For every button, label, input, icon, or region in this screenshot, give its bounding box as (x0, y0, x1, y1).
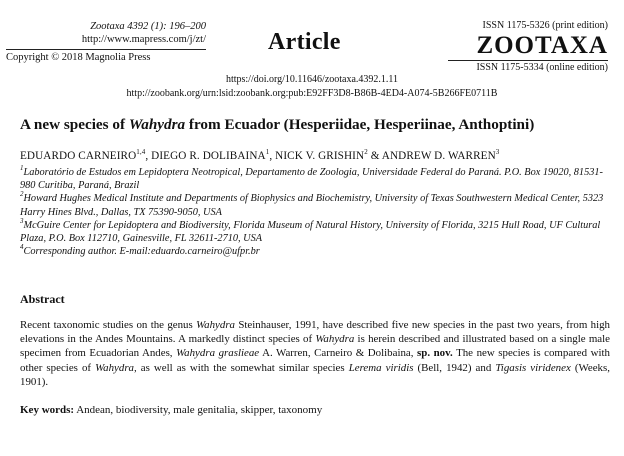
abstract-taxon: Tigasis viridenex (495, 361, 571, 374)
affiliation-number: 2 (20, 190, 24, 199)
abstract-text: A. Warren, Carneiro & Dolibaina, (259, 347, 418, 360)
abstract-text: Recent taxonomic studies on the genus (20, 319, 197, 331)
issn-online: ISSN 1175-5334 (online edition) (476, 62, 608, 73)
affiliation-item (20, 216, 612, 245)
doi-link[interactable]: https://doi.org/10.11646/zootaxa.4392.1.11 (225, 74, 399, 85)
author-separator: , (269, 150, 276, 162)
journal-header-right (448, 20, 608, 74)
logo-divider (448, 60, 608, 61)
journal-url[interactable]: http://www.mapress.com/j/zt/ (81, 34, 206, 45)
abstract-taxon: Wahydra (196, 319, 236, 331)
affiliation-text: Howard Hughes Medical Institute and Departments of Biophysics and Biochemistry, University of Texas Southwestern Medical Center, 5323 Harry Hines Blvd., Dallas, TX 75390-9050, USA (20, 193, 604, 218)
abstract-taxon: Wahydra graslieae (176, 347, 260, 360)
abstract-text: as well as with the somewhat similar species (136, 361, 349, 374)
affiliations (20, 166, 612, 258)
abstract-taxon: Wahydra, (95, 361, 137, 374)
author-affiliation-mark: 3 (495, 148, 500, 156)
title-genus: Wahydra (128, 116, 186, 133)
author-name: NICK V. GRISHIN (275, 150, 365, 162)
author-affiliation-mark: 2 (364, 148, 368, 156)
title-prefix: A new species of (20, 116, 129, 133)
author-affiliation-mark: 1,4 (136, 148, 146, 156)
abstract-text: is herein described and illustrated based on a single male specimen from Ecuadorian Andes, (20, 333, 610, 360)
header-divider (6, 49, 206, 50)
paper-title (20, 116, 610, 134)
affiliation-item (20, 166, 612, 192)
author-name: ANDREW D. WARREN (381, 150, 496, 162)
doi-block (0, 73, 624, 101)
affiliation-number: 3 (20, 216, 24, 225)
affiliation-item (20, 192, 612, 218)
abstract-heading: Abstract (20, 292, 65, 306)
author-affiliation-mark: 1 (265, 148, 270, 156)
abstract-text: (Weeks, 1901). (20, 361, 610, 388)
keywords (20, 404, 610, 416)
abstract-new-species-mark: sp. nov. (417, 347, 453, 360)
affiliation-text: Laboratório de Estudos em Lepidoptera Neotropical, Departamento de Zoologia, Universidade Federal do Paraná. P.O. Box 19020, 81531-980 Curitiba, Paraná, Brazil (20, 167, 603, 192)
title-suffix: from Ecuador (Hesperiidae, Hesperiinae, Anthoptini) (185, 116, 535, 133)
journal-reference: Zootaxa 4392 (1): 196–200 (90, 21, 206, 32)
abstract-text: The new species is compared with other species of (20, 347, 610, 374)
author-name: DIEGO R. DOLIBAINA (151, 150, 266, 162)
keywords-list: Andean, biodiversity, male genitalia, skipper, taxonomy (74, 404, 323, 416)
zoobank-link[interactable]: http://zoobank.org/urn:lsid:zoobank.org:pub:E92FF3D8-B86B-4ED4-A074-5B266FE0711B (126, 88, 498, 99)
author-name: EDUARDO CARNEIRO (20, 150, 137, 162)
affiliation-number: 4 (20, 243, 24, 252)
keywords-label: Key words: (20, 404, 75, 416)
abstract-text: Steinhauser, 1991, have described five new species in the past two years, from high elevations in the Andes Mountains. A markedly distinct species of (20, 319, 610, 346)
abstract-taxon: Lerema viridis (348, 361, 414, 374)
copyright-notice: Copyright © 2018 Magnolia Press (6, 52, 151, 63)
affiliation-number: 1 (20, 164, 24, 172)
issn-print: ISSN 1175-5326 (print edition) (482, 20, 608, 31)
journal-header-left (6, 20, 206, 64)
abstract-text: (Bell, 1942) and (413, 361, 496, 374)
zootaxa-logo: ZOOTAXA (476, 32, 608, 59)
author-list (20, 150, 610, 162)
abstract-body (20, 318, 610, 389)
author-separator: & (367, 150, 382, 162)
affiliation-item (20, 245, 612, 258)
corresponding-author-email: Corresponding author. E-mail:eduardo.carneiro@ufpr.br (23, 246, 260, 258)
affiliation-text: McGuire Center for Lepidoptera and Biodiversity, Florida Museum of Natural History, University of Florida, 3215 Hull Road, UF Cultural Plaza, P.O. Box 112710, Gainesville, FL 32611-2710, USA (20, 219, 601, 245)
abstract-taxon: Wahydra (315, 333, 355, 346)
author-separator: , (145, 150, 152, 162)
article-type-label: Article (268, 29, 341, 55)
